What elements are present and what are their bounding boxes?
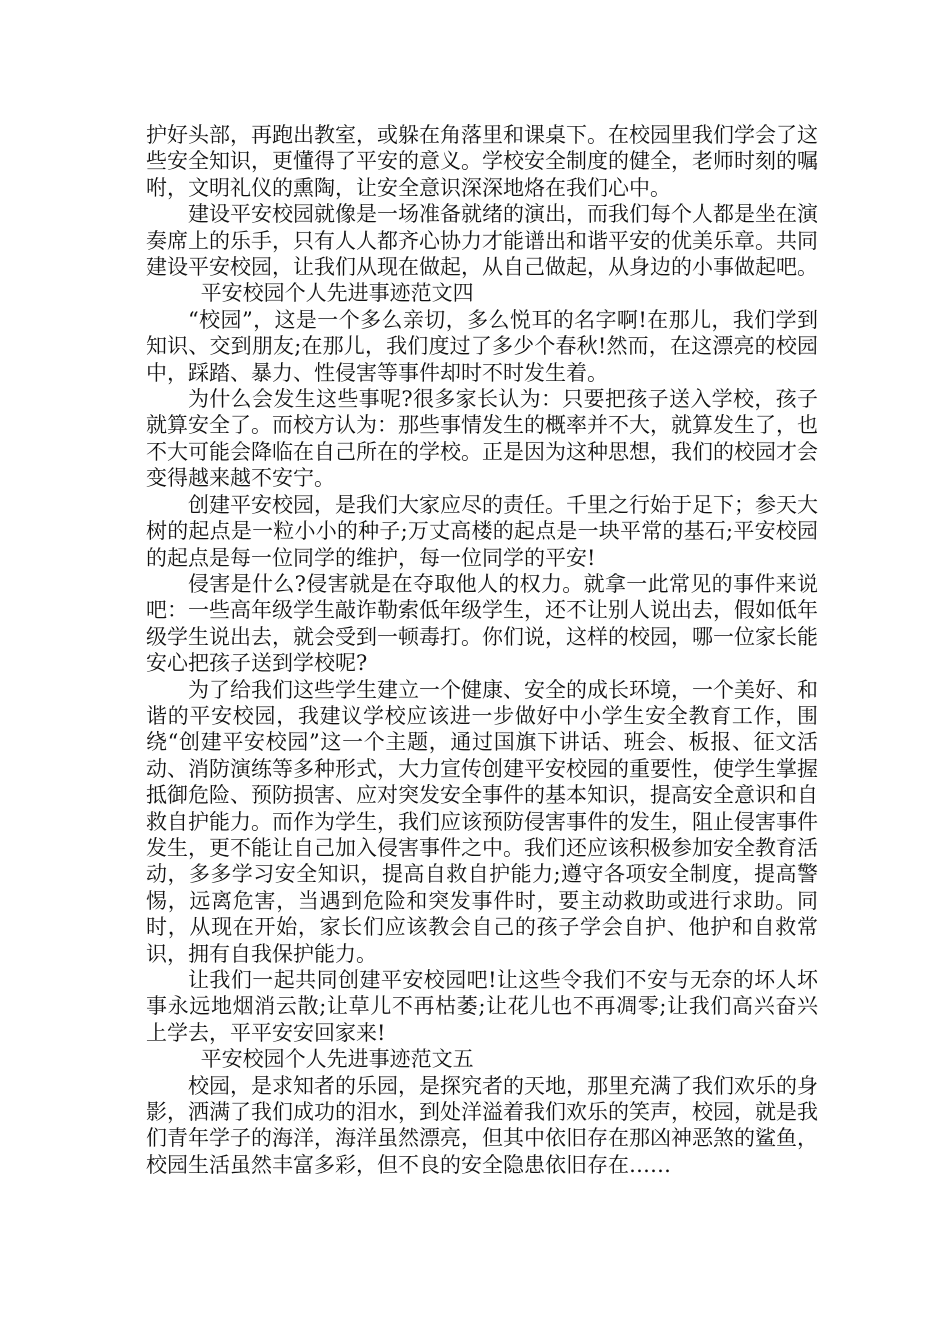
section-heading-5: 平安校园个人先进事迹范文五: [200, 1047, 474, 1072]
document-body: [146, 122, 818, 1178]
paragraph-8: 让我们一起共同创建平安校园吧!让这些令我们不安与无奈的坏人坏事永远地烟消云散;让草儿不再枯萎;让花儿也不再凋零;让我们高兴奋兴上学去，平平安安回家来!: [146, 968, 818, 1045]
paragraph-5: 创建平安校园，是我们大家应尽的责任。千里之行始于足下；参天大树的起点是一粒小小的种子;万丈高楼的起点是一块平常的基石;平安校园的起点是每一位同学的维护，每一位同学的平安!: [146, 492, 818, 570]
paragraph-2: 建设平安校园就像是一场准备就绪的演出，而我们每个人都是坐在演奏席上的乐手，只有人人都齐心协力才能谱出和谐平安的优美乐章。共同建设平安校园，让我们从现在做起，从自己做起，从身边的小事做起吧。: [146, 202, 818, 280]
paragraph-4: 为什么会发生这些事呢?很多家长认为：只要把孩子送入学校，孩子就算安全了。而校方认为：那些事情发生的概率并不大，就算发生了，也不大可能会降临在自己所在的学校。正是因为这种思想，我们的校园才会变得越来越不安宁。: [146, 387, 818, 491]
paragraph-7: 为了给我们这些学生建立一个健康、安全的成长环境，一个美好、和谐的平安校园，我建议学校应该进一步做好中小学生安全教育工作，围绕“创建平安校园”这一个主题，通过国旗下讲话、班会、板报、征文活动、消防演练等多种形式，大力宣传创建平安校园的重要性，使学生掌握抵御危险、预防损害、应对突发安全事件的基本知识，提高安全意识和自救自护能力。而作为学生，我们应该预防侵害事件的发生，阻止侵害事件发生，更不能让自己加入侵害事件之中。我们还应该积极参加安全教育活动，多多学习安全知识，提高自救自护能力;遵守各项安全制度，提高警惕，远离危害，当遇到危险和突发事件时，要主动救助或进行求助。同时，从现在开始，家长们应该教会自己的孩子学会自护、他护和自救常识，拥有自我保护能力。: [146, 677, 818, 966]
paragraph-1: 护好头部，再跑出教室，或躲在角落里和课桌下。在校园里我们学会了这些安全知识，更懂得了平安的意义。学校安全制度的健全，老师时刻的嘱咐，文明礼仪的熏陶，让安全意识深深地烙在我们心中。: [146, 123, 818, 200]
paragraph-6: 侵害是什么?侵害就是在夺取他人的权力。就拿一此常见的事件来说吧：一些高年级学生敲诈勒索低年级学生，还不让别人说出去，假如低年级学生说出去，就会受到一顿毒打。你们说，这样的校园，哪一位家长能安心把孩子送到学校呢?: [146, 571, 818, 676]
section-heading-4: 平安校园个人先进事迹范文四: [200, 281, 474, 306]
paragraph-9: 校园，是求知者的乐园，是探究者的天地，那里充满了我们欢乐的身影，洒满了我们成功的泪水，到处洋溢着我们欢乐的笑声，校园，就是我们青年学子的海洋，海洋虽然漂亮，但其中依旧存在那凶神恶煞的鲨鱼，校园生活虽然丰富多彩，但不良的安全隐患依旧存在……: [146, 1073, 818, 1177]
paragraph-3: “校园”，这是一个多么亲切，多么悦耳的名字啊!在那儿，我们学到知识、交到朋友;在那儿，我们度过了多少个春秋!然而，在这漂亮的校园中，踩踏、暴力、性侵害等事件却时不时发生着。: [146, 307, 818, 385]
